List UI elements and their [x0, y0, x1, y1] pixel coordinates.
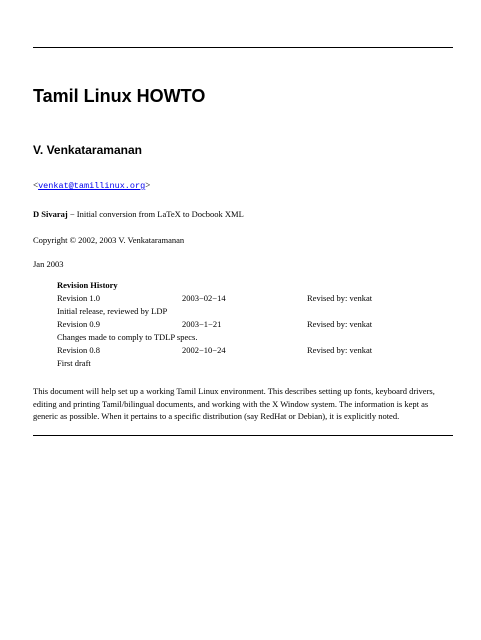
- revision-date: 2003−1−21: [182, 319, 222, 329]
- bottom-rule: [33, 435, 453, 436]
- document-author: V. Venkataramanan: [33, 143, 142, 157]
- revision-history-table: [50, 279, 460, 370]
- top-rule: [33, 47, 453, 48]
- document-abstract: This document will help set up a working Tamil Linux environment. This describes setting up fonts, keyboard drivers, editing and printing Tamil/bilingual documents, and working with the X Window system. The information is kept as generic as possible. When it pertains to a specific distribution (say RedHat or Debian), it is explicitly noted.: [33, 386, 435, 421]
- publication-date: Jan 2003: [33, 259, 64, 269]
- email-close-bracket: >: [145, 180, 151, 190]
- email-open-bracket: <: [33, 180, 39, 190]
- revision-row: [50, 318, 460, 331]
- revision-author: Revised by: venkat: [307, 319, 373, 329]
- author-email-link[interactable]: venkat@tamillinux.org: [38, 181, 146, 191]
- revision-number: Revision 0.8: [57, 345, 100, 355]
- revision-date: 2002−10−24: [182, 345, 226, 355]
- revision-row: [50, 344, 460, 357]
- document-title: Tamil Linux HOWTO: [33, 86, 206, 106]
- revision-remark: First draft: [57, 358, 91, 368]
- revision-remark: Initial release, reviewed by LDP: [57, 306, 168, 316]
- revision-number: Revision 1.0: [57, 293, 100, 303]
- revision-history-heading: Revision History: [57, 280, 118, 290]
- revision-number: Revision 0.9: [57, 319, 100, 329]
- revision-date: 2003−02−14: [182, 293, 226, 303]
- copyright-notice: Copyright © 2002, 2003 V. Venkataramanan: [33, 235, 185, 245]
- revision-remark: Changes made to comply to TDLP specs.: [57, 332, 198, 342]
- credit-name: D Sivaraj: [33, 209, 68, 219]
- author-email-line: [33, 179, 150, 192]
- revision-author: Revised by: venkat: [307, 293, 373, 303]
- conversion-credit: [33, 208, 244, 220]
- credit-text: Initial conversion from LaTeX to Docbook XML: [76, 209, 244, 219]
- revision-row: [50, 292, 460, 305]
- credit-separator: −: [67, 209, 77, 219]
- revision-author: Revised by: venkat: [307, 345, 373, 355]
